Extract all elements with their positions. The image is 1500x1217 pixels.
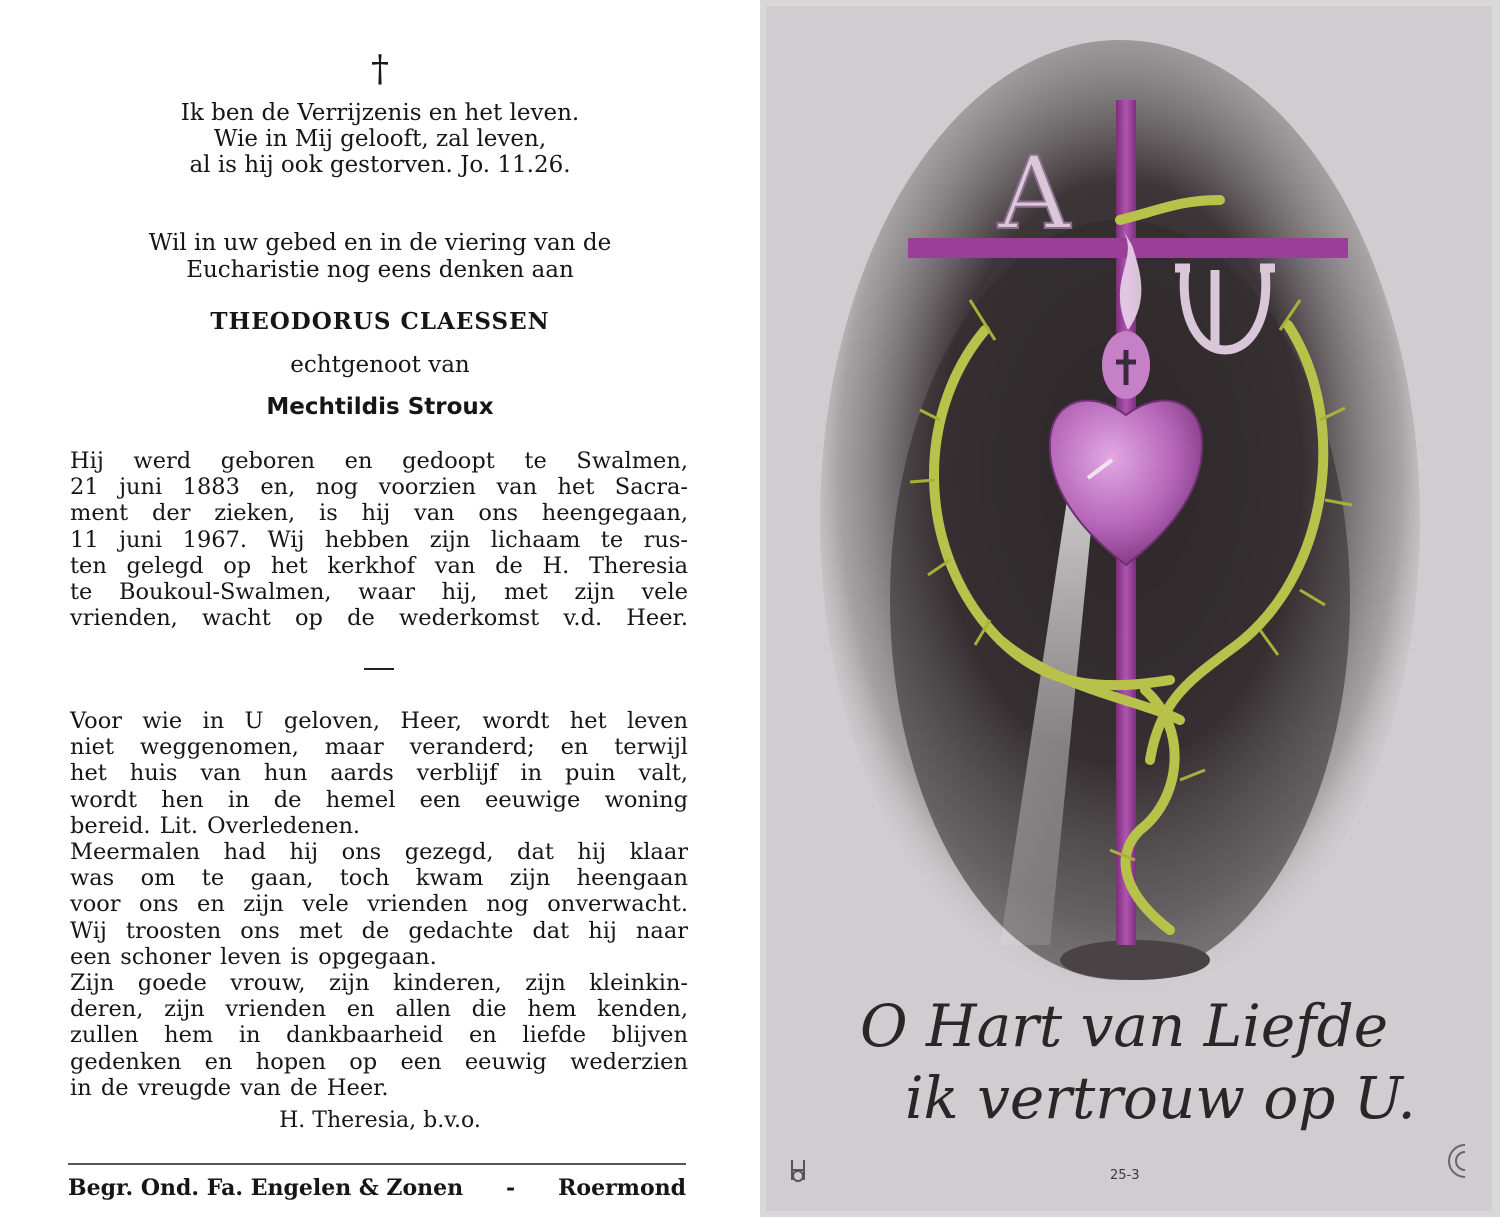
prayer-line: niet weggenomen, maar veranderd; en terwijl xyxy=(70,734,688,761)
quote-line: al is hij ook gestorven. Jo. 11.26. xyxy=(189,152,571,178)
quote-line: Ik ben de Verrijzenis en het leven. xyxy=(180,100,580,126)
undertaker-footer xyxy=(68,1175,686,1201)
prayer-line: een schoner leven is opgegaan. xyxy=(70,943,437,970)
spouse-label: echtgenoot van xyxy=(290,352,470,378)
ground-mound xyxy=(1060,940,1210,980)
biography-line: 21 juni 1883 en, nog voorzien van het Sacra- xyxy=(70,474,688,501)
biography-line: te Boukoul-Swalmen, waar hij, met zijn vele xyxy=(70,579,688,606)
prayer-line: zullen hem in dankbaarheid en liefde blijven xyxy=(70,1022,688,1049)
prayer-line: wordt hen in de hemel een eeuwige woning xyxy=(70,786,688,813)
undertaker-name: Begr. Ond. Fa. Engelen & Zonen xyxy=(68,1175,464,1201)
prayer-line: deren, zijn vrienden en allen die hem kenden, xyxy=(70,996,688,1023)
devotional-picture-card xyxy=(760,0,1500,1217)
prayer-line: in de vreugde van de Heer. xyxy=(70,1074,389,1101)
undertaker-city: Roermond xyxy=(558,1175,686,1201)
footer-dash: - xyxy=(506,1175,516,1201)
devotional-motto xyxy=(860,990,1500,1134)
biography-line: 11 juni 1967. Wij hebben zijn lichaam te rus- xyxy=(70,526,688,553)
request-line: Wil in uw gebed en in de viering van de xyxy=(148,230,612,256)
artist-monogram-left xyxy=(792,1160,804,1181)
prayer-line: Zijn goede vrouw, zijn kinderen, zijn kleinkin- xyxy=(70,970,688,997)
prayer-line: bereid. Lit. Overledenen. xyxy=(70,812,361,839)
prayer-line: het huis van hun aards verblijf in puin valt, xyxy=(70,760,688,787)
section-divider xyxy=(364,668,394,670)
prayer-line: Voor wie in U geloven, Heer, wordt het leven xyxy=(70,708,688,734)
cross-symbol: † xyxy=(371,49,389,90)
prayer-line: Wij troosten ons met de gedachte dat hij naar xyxy=(70,917,688,944)
spouse-name: Mechtildis Stroux xyxy=(266,394,494,420)
card-number: 25-3 xyxy=(1110,1168,1140,1183)
biography-line: Hij werd geboren en gedoopt te Swalmen, xyxy=(70,448,688,474)
biography-line: ment der zieken, is hij van ons heengegaan, xyxy=(70,500,688,527)
request-line: Eucharistie nog eens denken aan xyxy=(186,257,574,283)
prayer-line: Meermalen had hij ons gezegd, dat hij klaar xyxy=(70,839,688,866)
footer-divider xyxy=(68,1163,686,1165)
biography-paragraph xyxy=(70,448,688,631)
scripture-quote xyxy=(60,100,700,178)
prayer-line: was om te gaan, toch kwam zijn heengaan xyxy=(70,865,688,892)
deceased-name: THEODORUS CLAESSEN xyxy=(210,308,550,335)
quote-line: Wie in Mij gelooft, zal leven, xyxy=(213,126,547,152)
prayer-line: voor ons en zijn vele vrienden nog onverwacht. xyxy=(70,891,688,918)
prayer-line: gedenken en hopen op een eeuwig wederzien xyxy=(70,1048,688,1075)
motto-line-1: O Hart van Liefde xyxy=(860,992,1389,1060)
prayer-request xyxy=(60,230,700,284)
publisher-monogram-right xyxy=(1449,1145,1465,1177)
alpha-letter: A xyxy=(998,135,1071,252)
prayer-paragraph xyxy=(70,708,688,1101)
biography-line: ten gelegd op het kerkhof van de H. Theresia xyxy=(70,552,688,579)
biography-line: vrienden, wacht op de wederkomst v.d. Heer. xyxy=(70,605,688,632)
motto-line-2: ik vertrouw op U. xyxy=(905,1064,1416,1132)
parish-signoff: H. Theresia, b.v.o. xyxy=(279,1108,481,1133)
